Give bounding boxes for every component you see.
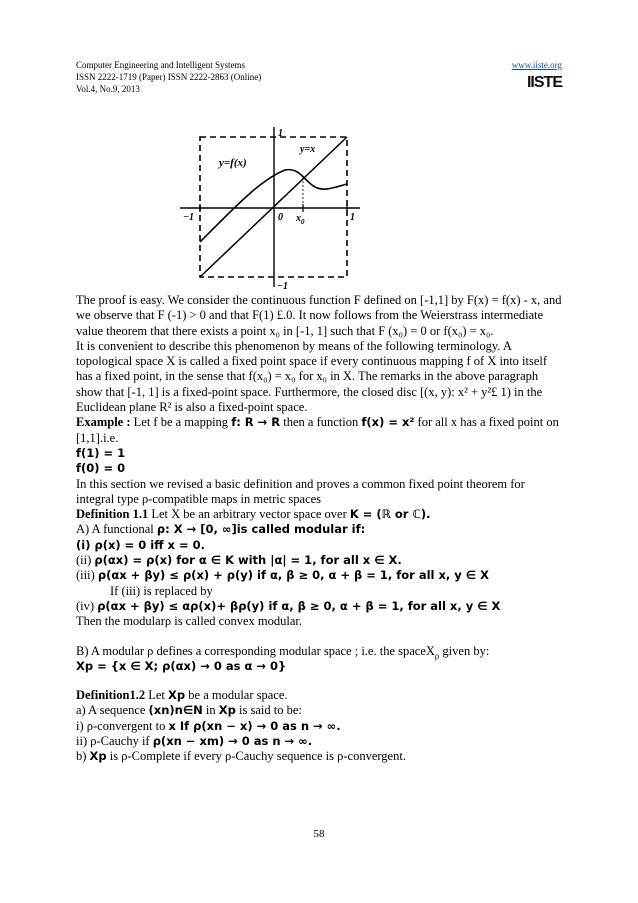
condition-iii: (iii) ρ(αx + βy) ≤ ρ(x) + ρ(y) if α, β ≥ 0, α + β = 1, for all x, y ∈ X	[76, 568, 489, 583]
label-neg1-left: −1	[183, 212, 195, 223]
convergent-line: i) ρ-convergent to x If ρ(xn − x) → 0 as n → ∞.	[76, 718, 341, 733]
label-0: 0	[278, 212, 283, 223]
label-fx: y=f(x)	[219, 157, 247, 169]
definition-1-1: Definition 1.1 Let X be an arbitrary vector space over K = (ℝ or ℂ).	[76, 507, 431, 522]
if-replaced-line: If (iii) is replaced by	[110, 583, 213, 598]
volume-line: Vol.4, No.9, 2013	[76, 84, 140, 94]
body-text	[76, 293, 566, 765]
condition-ii: (ii) ρ(αx) = ρ(x) for α ∈ K with |α| = 1, for all x ∈ X.	[76, 553, 402, 568]
modular-space-line: B) A modular ρ defines a corresponding modular space ; i.e. the spaceX$_\rho$ given by:	[76, 643, 490, 661]
journal-name: Computer Engineering and Intelligent Systems	[76, 60, 245, 70]
condition-iv: (iv) ρ(αx + βy) ≤ αρ(x)+ βρ(y) if α, β ≥ 0, α + β = 1, for all x, y ∈ X	[76, 598, 501, 613]
example-line: Example : Let f be a mapping f: R → R then a function f(x) = x² for all x has a fixed point on [1,1].i.e.	[76, 415, 559, 445]
terminology-paragraph: It is convenient to describe this phenomenon by means of the following terminology. A topological space X is called a fixed point space if every continuous mapping f of X into itself has a fixed point, in the sense that f(x₀) = x₀ for x₀ in X. The remarks in the above paragraph show that [-1, 1] is a fixed-point space. Furthermore, the closed disc [(x, y): x² + y²£ 1) in the Euclidean plane R² is also a fixed-point space.	[76, 338, 548, 415]
xp-definition: Xp = {x ∈ X; ρ(αx) → 0 as α → 0}	[76, 658, 287, 673]
label-x0: $x_0$	[296, 213, 305, 226]
label-1-right: 1	[350, 212, 355, 223]
proof-paragraph: The proof is easy. We consider the continuous function F defined on [-1,1] by F(x) = f(x) - x, and we observe that F (-1) > 0 and that F(1) £.0. It now follows from the Weierstrass intermediate value theorem that there exists a point x₀ in [-1, 1] such that F (x₀) = 0 or f(x₀) = x₀.	[76, 293, 562, 338]
example-label: Example :	[76, 415, 131, 430]
cauchy-line: ii) ρ-Cauchy if ρ(xn − xm) → 0 as n → ∞.	[76, 734, 313, 749]
website-link[interactable]: www.iiste.org	[511, 60, 562, 70]
label-yx: y=x	[300, 144, 316, 155]
condition-i: (i) ρ(x) = 0 iff x = 0.	[76, 537, 205, 552]
f-of-one: f(1) = 1	[76, 445, 126, 460]
section-intro: In this section we revised a basic definition and proves a common fixed point theorem for integral type ρ-compatible maps in metric spaces	[76, 476, 525, 506]
iiste-logo: IISTE	[526, 74, 562, 91]
functional-line: A) A functional ρ: X → [0, ∞]is called modular if:	[76, 522, 366, 537]
sequence-line: a) A sequence (xn)n∈N in Xp is said to be:	[76, 703, 302, 718]
label-neg1-bottom: −1	[277, 281, 289, 292]
definition-1-2: Definition1.2 Let Xp be a modular space.	[76, 688, 288, 703]
f-of-zero: f(0) = 0	[76, 461, 126, 476]
label-1-top: 1	[278, 128, 283, 139]
fixed-point-figure	[175, 122, 365, 292]
complete-line: b) Xp is ρ-Complete if every ρ-Cauchy sequence is ρ-convergent.	[76, 749, 406, 764]
issn-line: ISSN 2222-1719 (Paper) ISSN 2222-2863 (Online)	[76, 72, 262, 82]
convex-line: Then the modularρ is called convex modular.	[76, 614, 302, 629]
page-number: 58	[313, 828, 325, 840]
